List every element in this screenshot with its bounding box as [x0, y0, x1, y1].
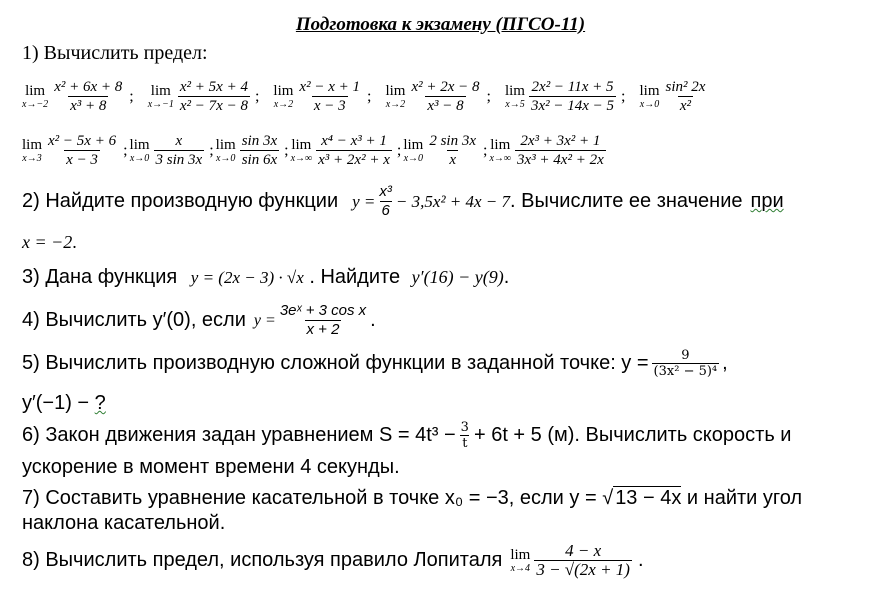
q7-line1-a: 7) Составить уравнение касательной в точке x₀ = −3, если y = [22, 487, 597, 509]
lim-word: lim [215, 136, 236, 153]
q8 [22, 542, 644, 579]
separator-semicolon: ; [123, 141, 128, 159]
q8-fraction [534, 542, 632, 579]
separator-semicolon: ; [483, 141, 488, 159]
lim-word: lim [25, 82, 46, 99]
q6-line1-a: 6) Закон движения задан уравнением S = 4t³ − [22, 424, 456, 446]
separator-semicolon: ; [209, 141, 214, 159]
fraction-numerator: x² − 5x + 6 [48, 133, 117, 149]
q8-lim-word: lim [510, 546, 531, 563]
lim-subscript: x→0 [639, 98, 660, 110]
fraction-denominator: 3x² − 14x − 5 [530, 98, 615, 114]
fraction-numerator: 2 sin 3x [429, 133, 476, 149]
q8-lim [510, 548, 530, 574]
lim-subscript: x→−2 [22, 98, 49, 110]
q7-sqrt-sign: √ [602, 487, 614, 509]
lim-subscript: x→∞ [489, 152, 512, 164]
q5-line2 [22, 392, 106, 415]
q7-line1-b: и найти угол [686, 487, 803, 509]
fraction-numerator: x² + 2x − 8 [411, 79, 480, 95]
q5-question-mark: ? [94, 392, 106, 414]
limit-fraction [529, 78, 616, 115]
separator-semicolon: ; [284, 141, 289, 159]
q5-text-a: 5) Вычислить производную сложной функции в заданной точке: y = [22, 352, 649, 374]
page-title: Подготовка к экзамену (ПГСО-11) [295, 14, 586, 35]
limit-fraction [240, 132, 279, 169]
fraction-denominator: x³ − 8 [427, 98, 464, 114]
fraction-denominator: x² [679, 98, 692, 114]
q1-limits-row-1 [22, 78, 726, 115]
limit-fraction [46, 132, 118, 169]
fraction-denominator: x − 3 [66, 152, 98, 168]
q8-text-a: 8) Вычислить предел, используя правило Лопиталя [22, 549, 503, 571]
fraction-numerator: x² − x + 1 [299, 79, 360, 95]
q6-line1-b: + 6t + 5 (м). Вычислить скорость и [473, 424, 792, 446]
limit-operator [640, 84, 660, 110]
q3-text-b: . Найдите [309, 266, 401, 288]
lim-word: lim [639, 82, 660, 99]
q5-fraction [652, 348, 720, 379]
separator-semicolon: ; [366, 87, 372, 105]
fraction-denominator: x³ + 8 [70, 98, 107, 114]
q6-frac-num: 3 [460, 420, 469, 435]
limit-fraction [427, 132, 478, 169]
lim-subscript: x→2 [273, 98, 294, 110]
limit-fraction [316, 132, 392, 169]
q2-func-rest: − 3,5x² + 4x − 7 [395, 191, 511, 211]
q2-func-y: y = [352, 191, 376, 211]
q4-num: 3eˣ + 3 cos x [279, 302, 367, 319]
q8-end: . [637, 549, 644, 571]
q3-text-a: 3) Дана функция [22, 266, 178, 288]
lim-subscript: x→2 [385, 98, 406, 110]
limit-fraction [409, 78, 481, 115]
q2-text-a: 2) Найдите производную функции [22, 190, 339, 212]
lim-word: lim [22, 136, 43, 153]
fraction-numerator: sin² 2x [665, 79, 706, 95]
q2-point: x = −2 [22, 232, 73, 252]
q4 [22, 302, 376, 339]
limit-operator [22, 138, 42, 164]
q5 [22, 348, 728, 379]
fraction-numerator: sin 3x [241, 133, 278, 149]
separator-semicolon: ; [396, 141, 402, 159]
fraction-denominator: sin 6x [241, 152, 278, 168]
fraction-denominator: x − 3 [313, 98, 346, 114]
q4-den: x + 2 [306, 321, 340, 338]
fraction-numerator: x [175, 133, 183, 149]
limit-operator [22, 84, 48, 110]
limit-operator [148, 84, 174, 110]
lim-subscript: x→0 [129, 152, 150, 164]
fraction-denominator: x³ + 2x² + x [318, 152, 390, 168]
fraction-numerator: x² + 5x + 4 [179, 79, 248, 95]
fraction-denominator: 3 sin 3x [155, 152, 203, 168]
limit-fraction [515, 132, 606, 169]
limit-operator [403, 138, 423, 164]
lim-subscript: x→5 [505, 98, 525, 110]
lim-word: lim [150, 82, 171, 99]
separator-semicolon: ; [129, 87, 134, 105]
limit-operator [291, 138, 313, 164]
q2-text-c: при [750, 190, 784, 212]
fraction-numerator: x⁴ − x³ + 1 [321, 133, 387, 149]
q5-line2-text: y′(−1) − [22, 392, 90, 414]
q7-line1 [22, 487, 802, 510]
q8-num: 4 − x [565, 541, 602, 560]
q8-den: 3 − √(2x + 1) [536, 560, 630, 579]
q3-expr: y′(16) − y(9) [411, 267, 504, 287]
q2-func-fraction [377, 183, 394, 220]
q4-text-a: 4) Вычислить y′(0), если [22, 309, 246, 331]
limit-fraction [154, 132, 205, 169]
lim-subscript: x→−1 [147, 98, 174, 110]
q2-func-num: x³ [379, 183, 392, 200]
fraction-denominator: x [449, 152, 456, 168]
q5-end: , [722, 352, 728, 374]
q5-den: (3x² − 5)⁴ [653, 364, 718, 379]
lim-word: lim [504, 82, 525, 99]
limit-operator [489, 138, 511, 164]
limit-operator [385, 84, 405, 110]
q5-num: 9 [681, 348, 690, 363]
q4-end: . [370, 309, 376, 331]
q7-line2: наклона касательной. [22, 512, 226, 534]
separator-semicolon: ; [254, 87, 260, 105]
lim-word: lim [385, 82, 406, 99]
lim-word: lim [291, 136, 312, 153]
lim-subscript: x→3 [22, 152, 42, 164]
limit-operator [273, 84, 293, 110]
limit-fraction [178, 78, 250, 115]
lim-subscript: x→∞ [290, 152, 313, 164]
q3-func: y = (2x − 3) · √x [190, 268, 304, 287]
q3-end: . [503, 266, 510, 288]
q3 [22, 266, 509, 289]
fraction-numerator: x² + 6x + 8 [54, 79, 123, 95]
fraction-denominator: 3x³ + 4x² + 2x [517, 152, 604, 168]
limit-fraction [664, 78, 708, 115]
limit-operator [216, 138, 236, 164]
separator-semicolon: ; [621, 87, 626, 105]
q1-heading: 1) Вычислить предел: [22, 42, 208, 64]
q8-lim-sub: x→4 [510, 562, 531, 574]
limit-operator [130, 138, 150, 164]
q2-end: . [72, 232, 77, 252]
q7-sqrt-body: 13 − 4x [615, 487, 682, 509]
lim-subscript: x→0 [403, 152, 424, 164]
q2 [22, 183, 784, 220]
lim-word: lim [129, 136, 150, 153]
q2-func-den: 6 [381, 202, 390, 219]
separator-semicolon: ; [486, 87, 491, 105]
q6-line2: ускорение в момент времени 4 секунды. [22, 456, 400, 478]
q2-point-line [22, 232, 77, 253]
q1-limits-row-2 [22, 132, 608, 169]
q2-text-b: . Вычислите ее значение [510, 190, 743, 212]
q6-line1 [22, 420, 791, 451]
q6-fraction [459, 420, 471, 451]
fraction-numerator: 2x³ + 3x² + 1 [520, 133, 601, 149]
fraction-numerator: 2x² − 11x + 5 [531, 79, 614, 95]
q4-func-y: y = [253, 311, 276, 329]
q6-frac-den: t [462, 436, 468, 451]
limit-operator [505, 84, 525, 110]
limit-fraction [297, 78, 362, 115]
lim-subscript: x→0 [215, 152, 236, 164]
q4-fraction [278, 302, 368, 339]
lim-word: lim [490, 136, 511, 153]
lim-word: lim [403, 136, 424, 153]
lim-word: lim [273, 82, 294, 99]
fraction-denominator: x² − 7x − 8 [179, 98, 248, 114]
limit-fraction [52, 78, 124, 115]
